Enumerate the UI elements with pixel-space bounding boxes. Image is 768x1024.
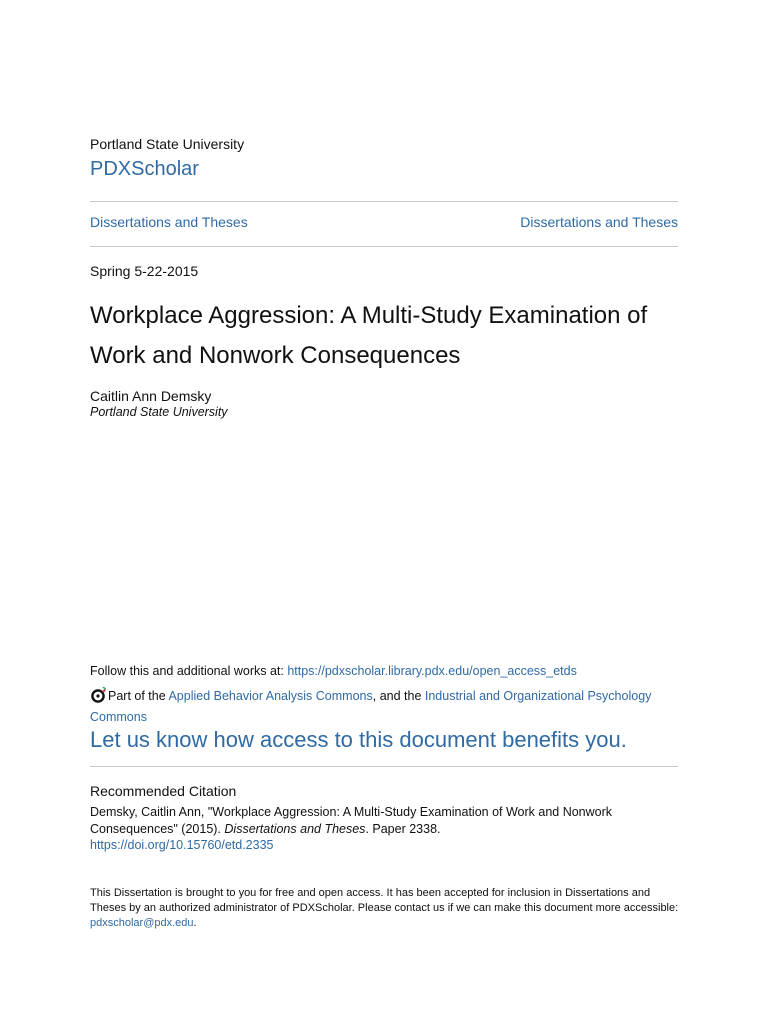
commons-link-applied-behavior[interactable]: Applied Behavior Analysis Commons bbox=[168, 689, 373, 703]
top-divider bbox=[90, 201, 678, 202]
repository-link[interactable]: PDXScholar bbox=[90, 158, 199, 180]
citation-series: Dissertations and Theses bbox=[224, 822, 366, 836]
contact-email-link[interactable]: pdxscholar@pdx.edu bbox=[90, 917, 194, 929]
access-statement-text: This Dissertation is brought to you for free and open access. It has been accepted for inclusion in Dissertations and Theses by an authorized administrator of PDXScholar. Please contact us if we can make this document more accessible: bbox=[90, 887, 679, 914]
part-of-prefix: Part of the bbox=[108, 689, 169, 703]
feedback-link[interactable]: Let us know how access to this document benefits you. bbox=[90, 727, 627, 752]
document-title: Workplace Aggression: A Multi-Study Examination of Work and Nonwork Consequences bbox=[90, 302, 648, 369]
doi-link[interactable]: https://doi.org/10.15760/etd.2335 bbox=[90, 838, 274, 852]
collection-link-right[interactable]: Dissertations and Theses bbox=[520, 214, 678, 230]
author-name: Caitlin Ann Demsky bbox=[90, 388, 212, 404]
cover-page bbox=[90, 0, 678, 1024]
citation-paper: . Paper 2338. bbox=[365, 822, 441, 836]
citation-heading: Recommended Citation bbox=[90, 783, 237, 799]
citation-text bbox=[90, 804, 678, 838]
author-affiliation: Portland State University bbox=[90, 405, 228, 419]
citation-body: Demsky, Caitlin Ann, "Workplace Aggression: A Multi-Study Examination of Work and Nonwork Consequences" (2015). bbox=[90, 805, 613, 836]
commons-link-io-psychology[interactable]: Industrial and Organizational Psychology Commons bbox=[90, 689, 652, 724]
follow-line bbox=[90, 664, 690, 678]
access-statement bbox=[90, 886, 680, 931]
publication-date: Spring 5-22-2015 bbox=[90, 263, 199, 279]
part-of-line bbox=[90, 686, 678, 728]
nav-divider bbox=[90, 246, 678, 247]
follow-prefix: Follow this and additional works at: bbox=[90, 664, 288, 678]
citation-divider bbox=[90, 766, 678, 767]
access-statement-end: . bbox=[193, 917, 197, 929]
open-access-icon bbox=[90, 687, 106, 703]
follow-url-link[interactable]: https://pdxscholar.library.pdx.edu/open_access_etds bbox=[287, 664, 577, 678]
part-of-middle: , and the bbox=[372, 689, 425, 703]
institution-name: Portland State University bbox=[90, 136, 245, 152]
collection-link-left[interactable]: Dissertations and Theses bbox=[90, 214, 248, 230]
